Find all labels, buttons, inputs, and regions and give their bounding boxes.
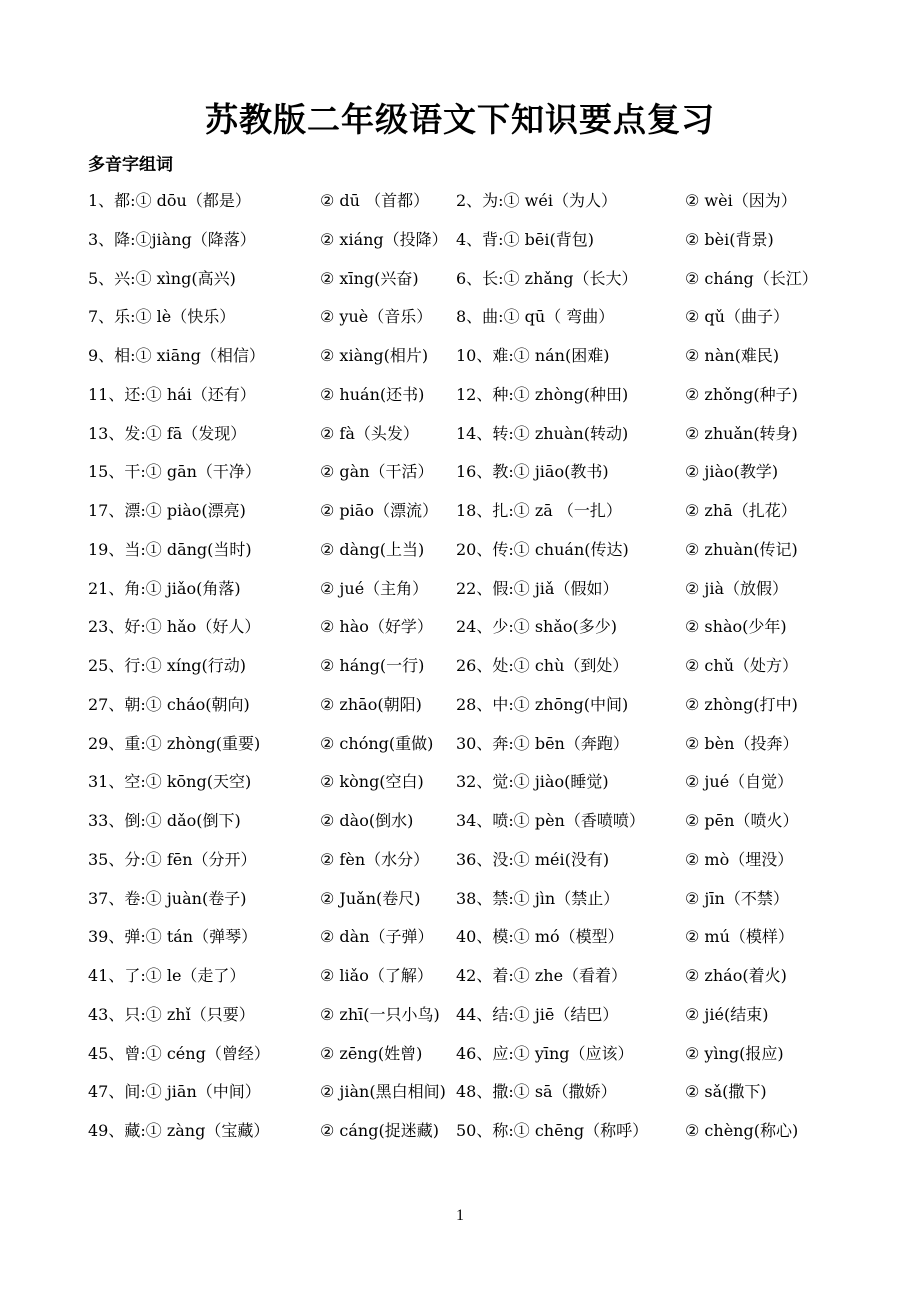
entry-first-reading: 37、卷:① juàn(卷子) <box>88 888 247 908</box>
entry-second-reading: ② wèi（因为） <box>685 191 797 210</box>
entry-second-reading: ② chèng(称心) <box>685 1121 799 1140</box>
list-row <box>0 957 920 996</box>
list-row <box>0 376 920 415</box>
entry-first-reading: 11、还:① hái（还有） <box>88 384 256 404</box>
entry-second-reading: ② pēn（喷火） <box>685 811 799 830</box>
list-row <box>0 415 920 454</box>
entry-first-reading: 1、都:① dōu（都是） <box>88 191 251 210</box>
list-row <box>0 531 920 570</box>
entry-first-reading: 28、中:① zhōng(中间) <box>456 694 629 714</box>
entry-second-reading: ② zhāo(朝阳) <box>320 694 422 714</box>
entry-first-reading: 35、分:① fēn（分开） <box>88 849 257 869</box>
list-row <box>0 260 920 299</box>
entry-first-reading: 45、曾:① céng（曾经） <box>88 1043 270 1063</box>
entry-first-reading: 21、角:① jiǎo(角落) <box>88 578 241 598</box>
entry-first-reading: 33、倒:① dǎo(倒下) <box>88 811 241 830</box>
list-row <box>0 221 920 260</box>
entry-second-reading: ② piāo（漂流） <box>320 501 438 520</box>
entry-first-reading: 2、为:① wéi（为人） <box>456 191 617 210</box>
entry-second-reading: ② chóng(重做) <box>320 733 434 753</box>
entry-first-reading: 36、没:① méi(没有) <box>456 849 610 869</box>
entry-second-reading: ② shào(少年) <box>685 617 787 637</box>
entry-second-reading: ② zháo(着火) <box>685 966 787 985</box>
entry-first-reading: 10、难:① nán(困难) <box>456 346 610 365</box>
entry-second-reading: ② jià（放假） <box>685 578 789 598</box>
list-row <box>0 1073 920 1112</box>
list-row <box>0 841 920 880</box>
entry-second-reading: ② fà（头发） <box>320 423 419 443</box>
entry-second-reading: ② zhǒng(种子) <box>685 384 798 404</box>
entry-first-reading: 25、行:① xíng(行动) <box>88 656 247 675</box>
entry-first-reading: 30、奔:① bēn（奔跑） <box>456 733 629 753</box>
entry-second-reading: ② dào(倒水) <box>320 811 414 830</box>
list-row <box>0 763 920 802</box>
entry-second-reading: ② zhòng(打中) <box>685 694 798 714</box>
entry-second-reading: ② sǎ(撒下) <box>685 1082 767 1102</box>
entry-second-reading: ② mú（模样） <box>685 927 794 947</box>
entry-second-reading: ② kòng(空白) <box>320 772 424 792</box>
list-row <box>0 880 920 919</box>
entry-first-reading: 9、相:① xiāng（相信） <box>88 346 265 365</box>
page-number: 1 <box>456 1207 464 1224</box>
entry-first-reading: 16、教:① jiāo(教书) <box>456 462 609 482</box>
entry-first-reading: 7、乐:① lè（快乐） <box>88 307 236 327</box>
entry-first-reading: 43、只:① zhǐ（只要） <box>88 1004 255 1024</box>
entry-second-reading: ② háng(一行) <box>320 656 425 675</box>
entry-first-reading: 44、结:① jiē（结巴） <box>456 1004 619 1024</box>
entry-second-reading: ② zhā（扎花） <box>685 501 797 520</box>
entry-second-reading: ② fèn（水分） <box>320 849 430 869</box>
entry-first-reading: 6、长:① zhǎng（长大） <box>456 268 638 288</box>
list-row <box>0 647 920 686</box>
entry-second-reading: ② bèn（投奔） <box>685 733 799 753</box>
entry-second-reading: ② jīn（不禁） <box>685 888 789 908</box>
entry-second-reading: ② huán(还书) <box>320 384 425 404</box>
entry-second-reading: ② zhī(一只小鸟) <box>320 1004 440 1024</box>
entry-second-reading: ② liǎo（了解） <box>320 966 433 985</box>
entry-second-reading: ② jiào(教学) <box>685 462 779 482</box>
entry-first-reading: 4、背:① bēi(背包) <box>456 229 594 249</box>
list-row <box>0 686 920 725</box>
list-row <box>0 337 920 376</box>
entry-second-reading: ② qǔ（曲子） <box>685 307 789 327</box>
entry-first-reading: 27、朝:① cháo(朝向) <box>88 694 250 714</box>
entry-second-reading: ② nàn(难民) <box>685 346 780 365</box>
list-row <box>0 492 920 531</box>
entry-second-reading: ② zhuàn(传记) <box>685 539 798 559</box>
entry-second-reading: ② yuè（音乐） <box>320 307 433 327</box>
entry-second-reading: ② cáng(捉迷藏) <box>320 1121 439 1140</box>
list-row <box>0 453 920 492</box>
entry-first-reading: 40、模:① mó（模型） <box>456 927 624 947</box>
entry-first-reading: 8、曲:① qū（ 弯曲） <box>456 307 615 327</box>
entry-first-reading: 24、少:① shǎo(多少) <box>456 617 618 637</box>
entry-first-reading: 26、处:① chù（到处） <box>456 656 629 675</box>
page-title: 苏教版二年级语文下知识要点复习 <box>205 100 715 139</box>
list-row <box>0 298 920 337</box>
list-row <box>0 918 920 957</box>
entry-first-reading: 18、扎:① zā （一扎） <box>456 501 622 520</box>
entry-second-reading: ② bèi(背景) <box>685 229 774 249</box>
entry-second-reading: ② zēng(姓曾) <box>320 1043 423 1063</box>
entry-second-reading: ② dū （首都） <box>320 191 430 210</box>
entry-first-reading: 13、发:① fā（发现） <box>88 423 247 443</box>
entry-first-reading: 12、种:① zhòng(种田) <box>456 384 629 404</box>
entry-first-reading: 5、兴:① xìng(高兴) <box>88 268 236 288</box>
entry-first-reading: 47、间:① jiān（中间） <box>88 1082 261 1102</box>
entry-second-reading: ② gàn（干活） <box>320 462 434 482</box>
entry-first-reading: 32、觉:① jiào(睡觉) <box>456 772 609 792</box>
list-row <box>0 1112 920 1151</box>
entry-second-reading: ② xiàng(相片) <box>320 346 429 365</box>
entry-second-reading: ② jué（主角） <box>320 578 429 598</box>
entry-first-reading: 23、好:① hǎo（好人） <box>88 617 261 637</box>
section-heading: 多音字组词 <box>88 155 173 175</box>
entry-second-reading: ② xiáng（投降） <box>320 229 448 249</box>
entry-second-reading: ② hào（好学） <box>320 617 433 637</box>
entry-first-reading: 46、应:① yīng（应该） <box>456 1043 634 1063</box>
entry-second-reading: ② dàng(上当) <box>320 539 425 559</box>
entry-first-reading: 20、传:① chuán(传达) <box>456 539 629 559</box>
entry-second-reading: ② jié(结束) <box>685 1004 769 1024</box>
entry-second-reading: ② chǔ（处方） <box>685 656 799 675</box>
entry-first-reading: 14、转:① zhuàn(转动) <box>456 423 629 443</box>
entry-second-reading: ② yìng(报应) <box>685 1043 784 1063</box>
entry-first-reading: 15、干:① gān（干净） <box>88 462 261 482</box>
entry-first-reading: 17、漂:① piào(漂亮) <box>88 501 246 520</box>
entry-first-reading: 31、空:① kōng(天空) <box>88 772 252 792</box>
entry-second-reading: ② xīng(兴奋) <box>320 268 419 288</box>
entry-first-reading: 39、弹:① tán（弹琴） <box>88 927 258 947</box>
entry-first-reading: 49、藏:① zàng（宝藏） <box>88 1121 270 1140</box>
list-row <box>0 725 920 764</box>
entry-first-reading: 50、称:① chēng（称呼） <box>456 1121 649 1140</box>
entry-first-reading: 48、撒:① sā（撒娇） <box>456 1082 617 1102</box>
entry-first-reading: 41、了:① le（走了） <box>88 966 246 985</box>
entry-first-reading: 3、降:①jiàng（降落） <box>88 229 256 249</box>
list-row <box>0 608 920 647</box>
entry-second-reading: ② cháng（长江） <box>685 268 818 288</box>
entry-first-reading: 38、禁:① jìn（禁止） <box>456 888 620 908</box>
entry-second-reading: ② dàn（子弹） <box>320 927 434 947</box>
polyphonic-word-list <box>0 182 920 1151</box>
entry-first-reading: 29、重:① zhòng(重要) <box>88 733 261 753</box>
entry-first-reading: 22、假:① jiǎ（假如） <box>456 578 619 598</box>
entry-second-reading: ② Juǎn(卷尺) <box>320 888 421 908</box>
list-row <box>0 996 920 1035</box>
entry-first-reading: 19、当:① dāng(当时) <box>88 539 252 559</box>
entry-second-reading: ② jué（自觉） <box>685 772 794 792</box>
list-row <box>0 1035 920 1074</box>
entry-second-reading: ② mò（埋没） <box>685 849 794 869</box>
list-row <box>0 802 920 841</box>
entry-second-reading: ② zhuǎn(转身) <box>685 423 798 443</box>
entry-first-reading: 34、喷:① pèn（香喷喷） <box>456 811 645 830</box>
list-row <box>0 182 920 221</box>
entry-second-reading: ② jiàn(黑白相间) <box>320 1082 446 1102</box>
list-row <box>0 570 920 609</box>
entry-first-reading: 42、着:① zhe（看着） <box>456 966 628 985</box>
